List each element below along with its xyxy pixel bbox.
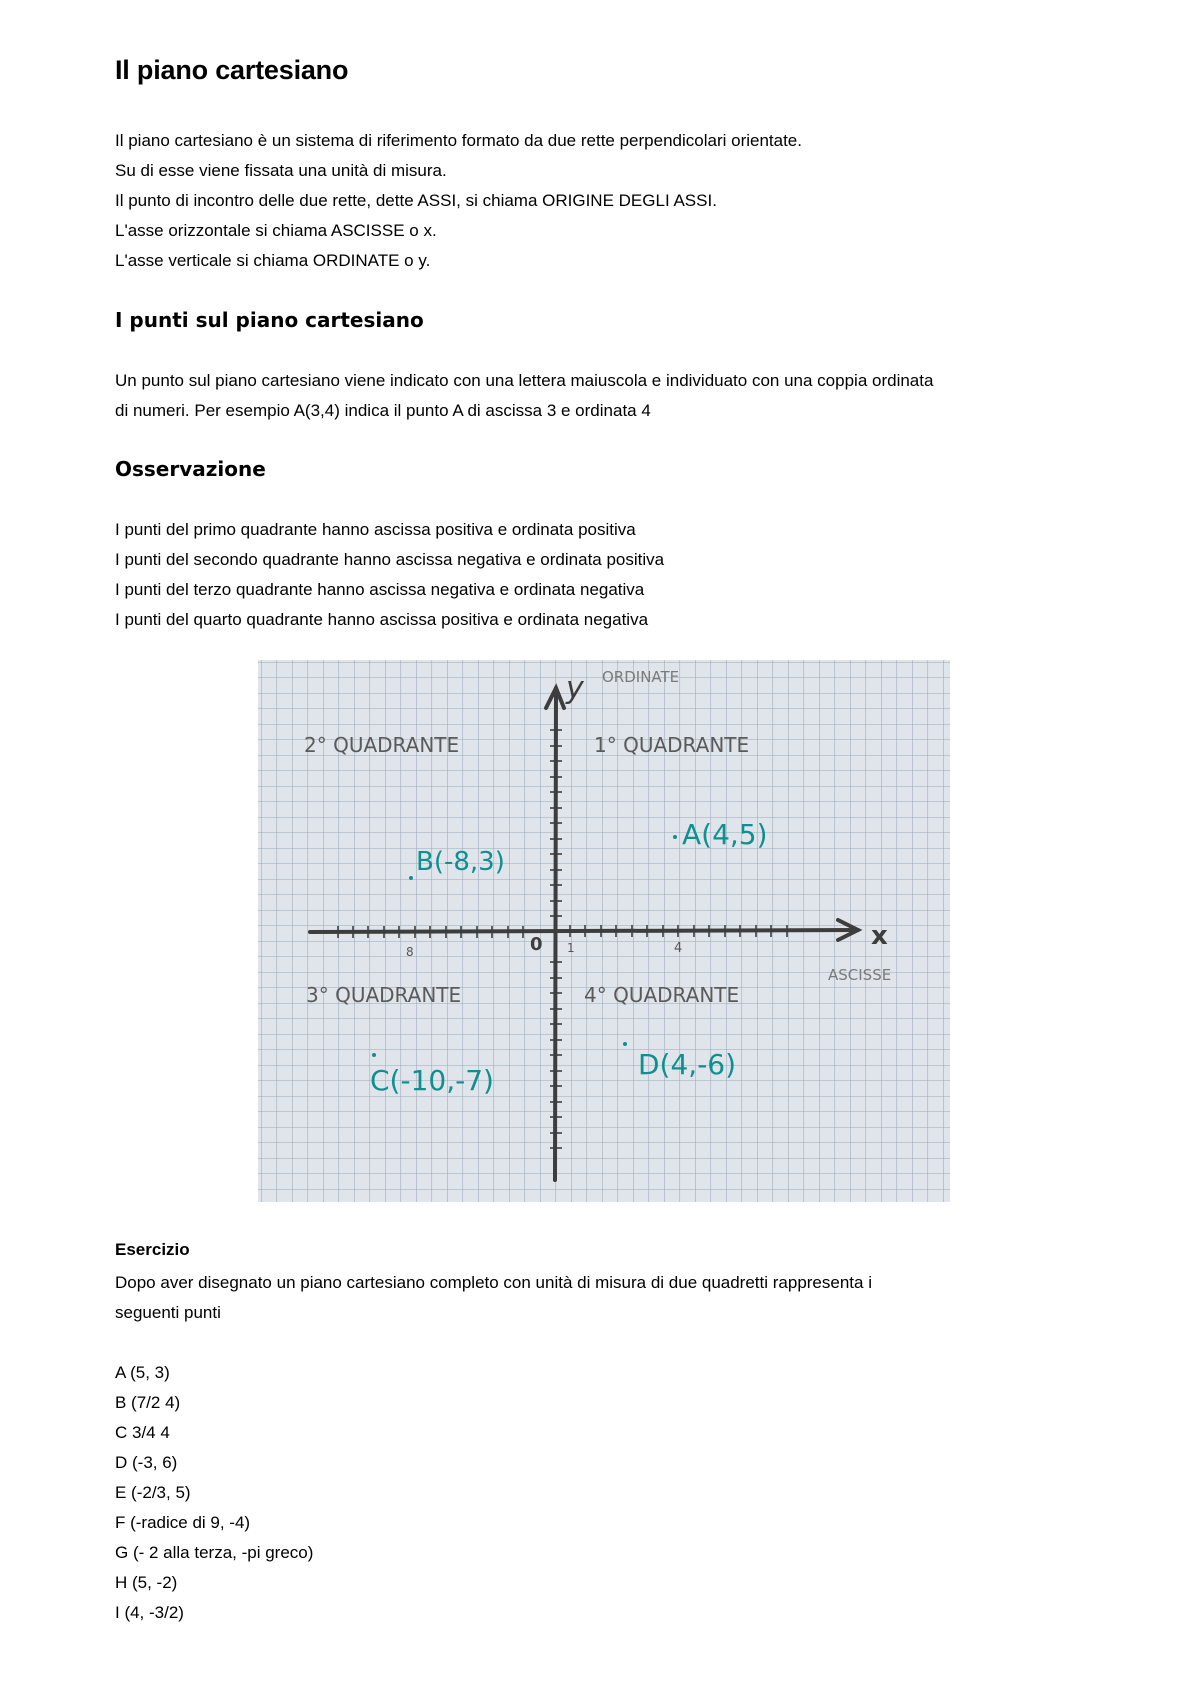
ascisse-label: ASCISSE [828,966,892,984]
list-item: I (4, -3/2) [115,1603,184,1622]
tick-label: 8 [406,945,414,959]
exercise-line: Dopo aver disegnato un piano cartesiano completo con unità di misura di due quadretti rappresenta i [115,1273,872,1292]
points-line: Un punto sul piano cartesiano viene indicato con una lettera maiuscola e individuato con una coppia ordinata [115,371,934,390]
intro-line: Il piano cartesiano è un sistema di riferimento formato da due rette perpendicolari orientate. [115,131,802,150]
y-axis-label: y [566,671,584,706]
points-paragraph [115,366,1105,426]
quadrant-4-label: 4° QUADRANTE [584,983,740,1007]
observation-line: I punti del quarto quadrante hanno ascissa positiva e ordinata negativa [115,610,649,629]
point-a-dot [673,835,677,839]
point-d-dot [623,1042,627,1046]
origin-label: 0 [530,934,543,955]
list-item: D (-3, 6) [115,1453,178,1472]
intro-line: L'asse orizzontale si chiama ASCISSE o x. [115,221,437,240]
list-item: B (7/2 4) [115,1393,181,1412]
exercise-title: Esercizio [115,1240,190,1259]
intro-line: Su di esse viene fissata una unità di misura. [115,161,447,180]
observation-line: I punti del secondo quadrante hanno ascissa negativa e ordinata positiva [115,550,665,569]
intro-line: Il punto di incontro delle due rette, dette ASSI, si chiama ORIGINE DEGLI ASSI. [115,191,717,210]
list-item: G (- 2 alla terza, -pi greco) [115,1543,314,1562]
point-a-label: A(4,5) [682,818,768,851]
observation-line: I punti del terzo quadrante hanno ascissa negativa e ordinata negativa [115,580,645,599]
point-d-label: D(4,-6) [638,1048,737,1081]
list-item: E (-2/3, 5) [115,1483,191,1502]
list-item: C 3/4 4 [115,1423,170,1442]
point-c-label: C(-10,-7) [370,1064,494,1097]
exercise-points-list [115,1358,1105,1628]
exercise-line: seguenti punti [115,1303,221,1322]
section-heading-points: I punti sul piano cartesiano [115,308,424,332]
section-heading-osservazione: Osservazione [115,457,266,481]
x-axis-label: x [871,921,888,951]
point-c-dot [372,1053,376,1057]
quadrant-1-label: 1° QUADRANTE [594,733,750,757]
ordinate-label: ORDINATE [602,668,680,686]
list-item: A (5, 3) [115,1363,170,1382]
point-b-dot [409,876,413,880]
intro-paragraph [115,126,1105,276]
list-item: F (-radice di 9, -4) [115,1513,251,1532]
quadrant-2-label: 2° QUADRANTE [304,733,460,757]
points-line: di numeri. Per esempio A(3,4) indica il punto A di ascissa 3 e ordinata 4 [115,401,651,420]
tick-label: 4 [674,941,683,956]
observation-line: I punti del primo quadrante hanno ascissa positiva e ordinata positiva [115,520,636,539]
page-title: Il piano cartesiano [115,55,349,85]
cartesian-plane-figure [258,660,950,1202]
exercise-paragraph [115,1268,1105,1328]
quadrant-3-label: 3° QUADRANTE [306,983,462,1007]
point-b-label: B(-8,3) [416,847,505,877]
tick-label: 1 [567,941,575,955]
list-item: H (5, -2) [115,1573,178,1592]
intro-line: L'asse verticale si chiama ORDINATE o y. [115,251,431,270]
osservazione-paragraph [115,515,1105,635]
